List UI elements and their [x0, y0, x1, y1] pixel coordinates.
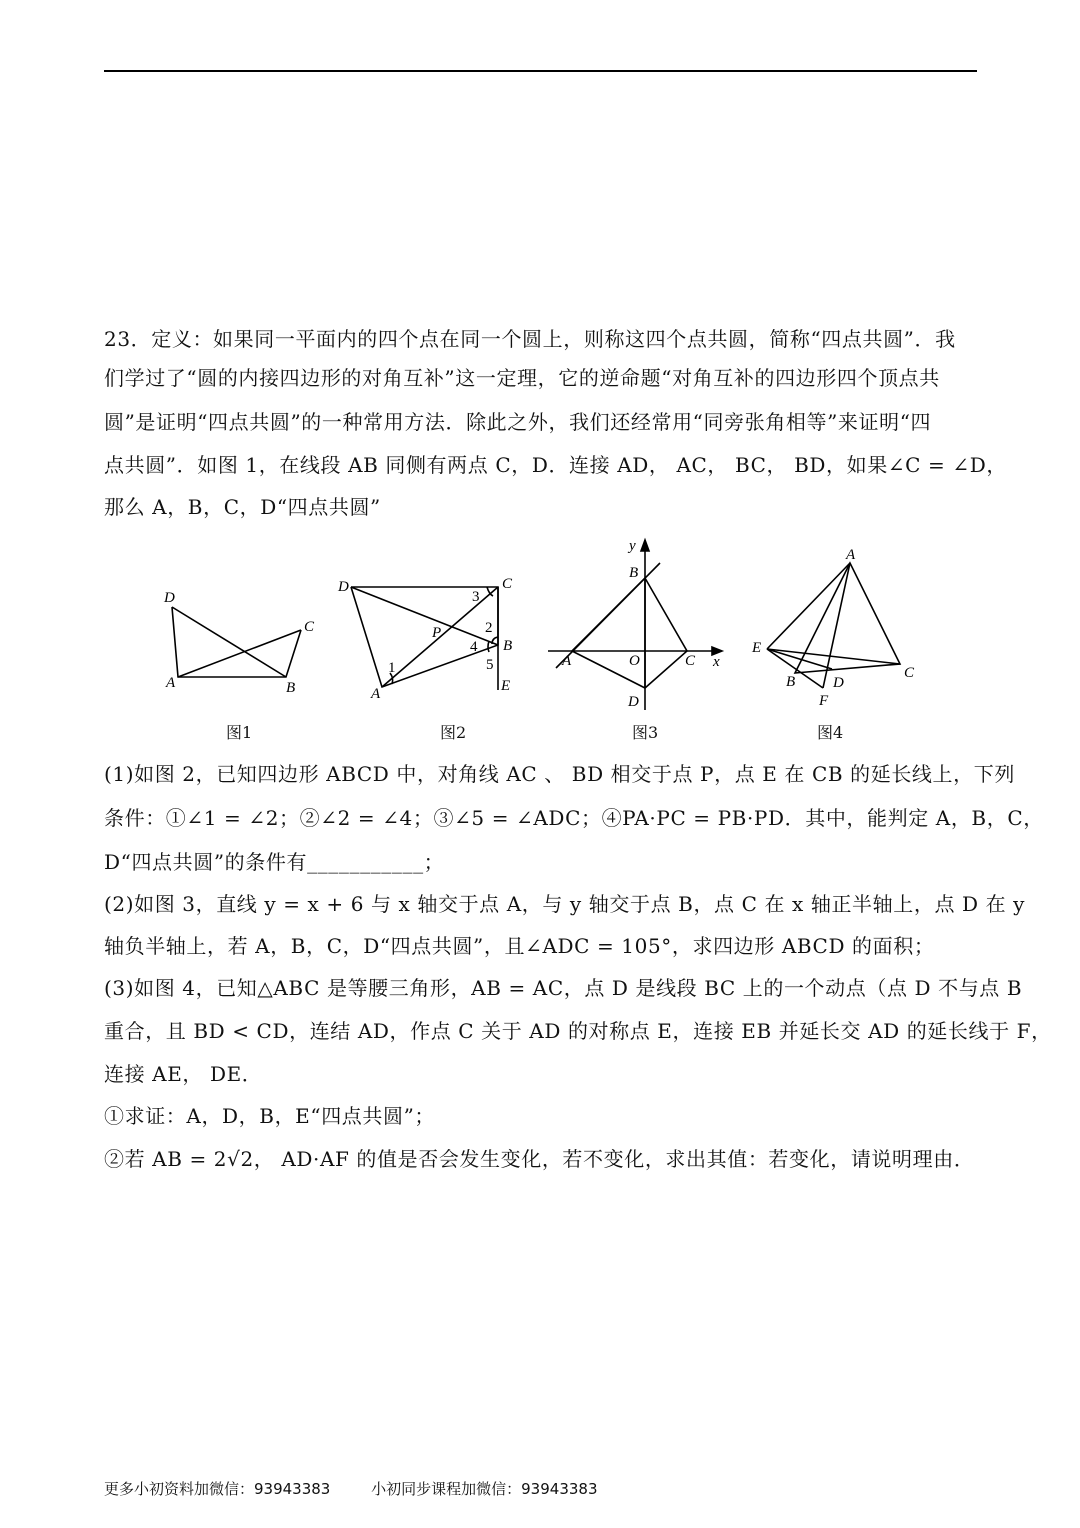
- part-line-5: 轴负半轴上，若 A，B，C，D“四点共圆”，且∠ADC = 105°，求四边形 ABCD 的面积；: [104, 934, 935, 958]
- fig2-label-e: E: [501, 678, 511, 694]
- figure-4: [767, 563, 900, 688]
- fig2-label-p: P: [432, 625, 442, 641]
- fig1-quad: [172, 607, 301, 677]
- problem-line-5: 那么 A，B，C，D“四点共圆”: [104, 495, 381, 519]
- fig1-label-a: A: [166, 675, 176, 691]
- footer-left: 更多小初资料加微信：93943383: [104, 1480, 331, 1498]
- fig3-label-c: C: [685, 653, 696, 669]
- fig4-label-e: E: [752, 640, 762, 656]
- part-line-9: ①求证：A，D，B，E“四点共圆”；: [104, 1104, 436, 1128]
- fig4-label-a: A: [846, 547, 856, 563]
- fig4-triangle-abc: [795, 563, 900, 673]
- fig4-line-ec: [767, 649, 900, 664]
- part-line-1: (1)如图 2，已知四边形 ABCD 中，对角线 AC 、 BD 相交于点 P，点 E 在 CB 的延长线上，下列: [104, 762, 1015, 786]
- fig4-label-c: C: [904, 665, 915, 681]
- part-line-7: 重合，且 BD < CD，连结 AD，作点 C 关于 AD 的对称点 E，连接 EB 并延长交 AD 的延长线于 F，: [104, 1019, 1052, 1043]
- part-line-8: 连接 AE， DE．: [104, 1062, 263, 1086]
- problem-line-2: 们学过了“圆的内接四边形的对角互补”这一定理，它的逆命题“对角互补的四边形四个顶点共: [104, 366, 940, 390]
- fig2-label-b: B: [503, 638, 513, 654]
- fig2-label-a: A: [371, 686, 381, 702]
- figure-1: [172, 607, 301, 677]
- fig3-label-d: D: [628, 694, 639, 710]
- fig1-label-c: C: [304, 619, 315, 635]
- figure-caption-2: 图2: [440, 723, 467, 742]
- top-rule: [104, 70, 977, 72]
- fig2-label-4: 4: [470, 639, 478, 655]
- footer-right: 小初同步课程加微信：93943383: [371, 1480, 598, 1498]
- part-line-4: (2)如图 3，直线 y = x + 6 与 x 轴交于点 A，与 y 轴交于点 B，点 C 在 x 轴正半轴上，点 D 在 y: [104, 892, 1026, 916]
- fig4-label-f: F: [819, 693, 829, 709]
- fig3-label-a: A: [562, 653, 572, 669]
- fig4-label-d: D: [833, 675, 844, 691]
- problem-line-4: 点共圆”．如图 1，在线段 AB 同侧有两点 C，D．连接 AD， AC， BC， BD，如果∠C = ∠D，: [104, 453, 1007, 477]
- problem-line-3: 圆”是证明“四点共圆”的一种常用方法．除此之外，我们还经常用“同旁张角相等”来证明“四: [104, 410, 932, 434]
- figure-caption-4: 图4: [817, 723, 844, 742]
- fig1-label-d: D: [164, 590, 175, 606]
- figure-caption-3: 图3: [632, 723, 659, 742]
- fig2-label-5: 5: [486, 657, 494, 673]
- part-line-2: 条件：①∠1 = ∠2；②∠2 = ∠4；③∠5 = ∠ADC；④PA·PC = PB·PD．其中，能判定 A，B，C，: [104, 806, 1044, 830]
- fig2-angle-arc-4: [488, 641, 489, 652]
- fig2-label-c: C: [502, 576, 513, 592]
- fig3-label-o: O: [629, 653, 640, 669]
- fig2-label-2: 2: [485, 620, 493, 636]
- fig3-quad: [572, 578, 687, 688]
- fig3-y-arrow: [641, 540, 649, 551]
- fig3-label-b: B: [629, 565, 639, 581]
- fig3-label-x: x: [713, 654, 720, 670]
- figures: [130, 535, 960, 750]
- fig1-diagonal-ac: [178, 630, 301, 677]
- fig4-label-b: B: [786, 674, 796, 690]
- part-line-6: (3)如图 4，已知△ABC 是等腰三角形，AB = AC，点 D 是线段 BC 上的一个动点（点 D 不与点 B: [104, 976, 1023, 1000]
- problem-line-1: 23．定义：如果同一平面内的四个点在同一个圆上，则称这四个点共圆，简称“四点共圆”．我: [104, 327, 956, 351]
- figure-caption-1: 图1: [226, 723, 253, 742]
- fig3-label-y: y: [629, 538, 636, 554]
- part-line-3: D“四点共圆”的条件有___________；: [104, 850, 445, 874]
- part-line-10: ②若 AB = 2√2， AD·AF 的值是否会发生变化，若不变化，求出其值：若变化，请说明理由．: [104, 1147, 975, 1171]
- fig2-label-d: D: [338, 579, 349, 595]
- fig2-label-3: 3: [472, 589, 480, 605]
- fig1-label-b: B: [286, 680, 296, 696]
- fig2-label-1: 1: [388, 660, 396, 676]
- fig4-line-ae: [767, 563, 850, 649]
- footer: [104, 1478, 634, 1499]
